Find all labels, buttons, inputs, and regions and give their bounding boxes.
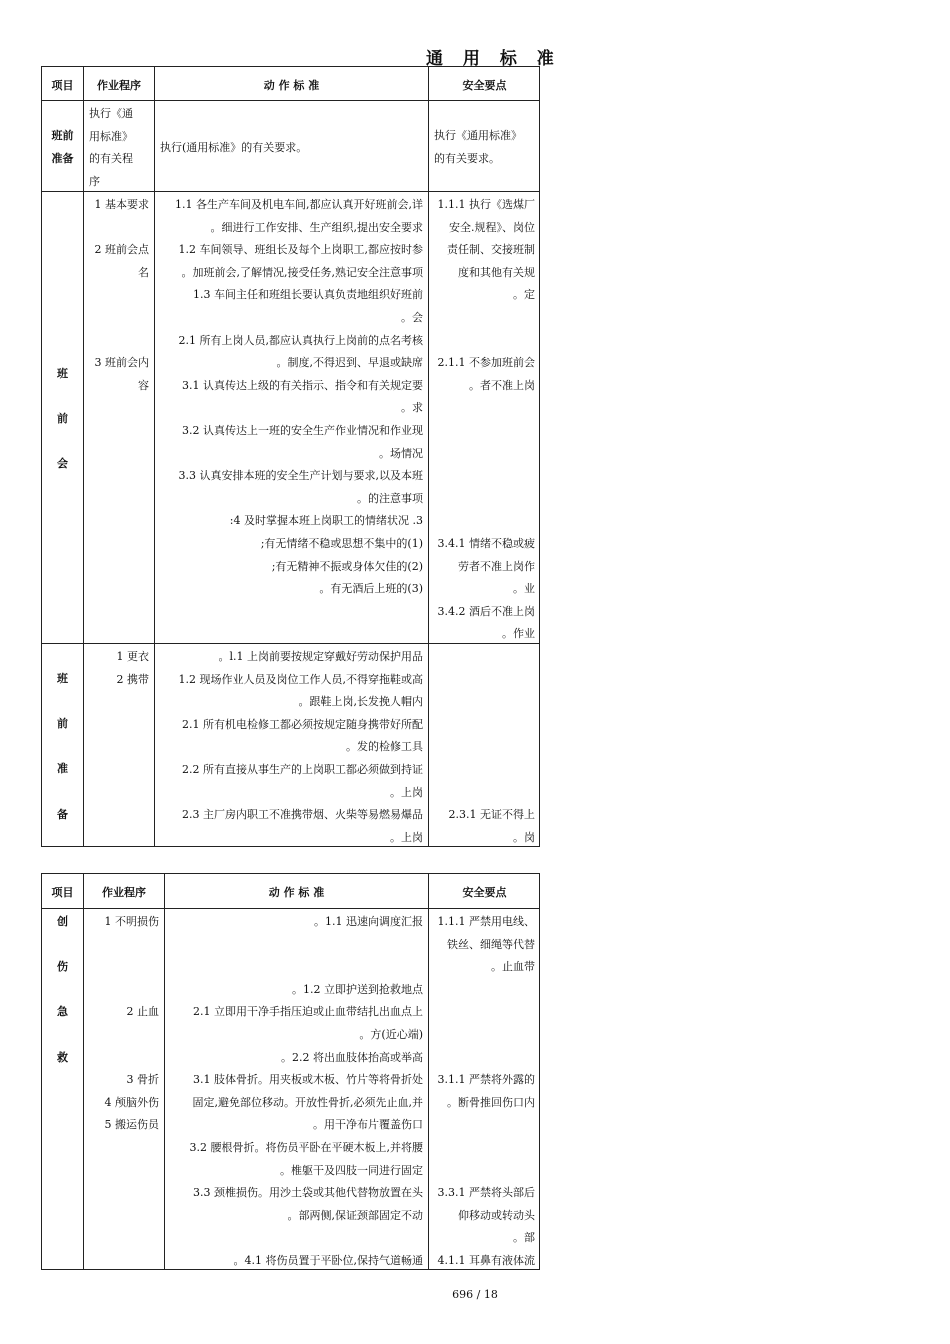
row-ready-item: 班 前 准 备 xyxy=(57,672,68,821)
row-prep-safety: 执行《通用标准》 的有关要求。 xyxy=(434,129,522,165)
page-title: 通 用 标 准 xyxy=(426,49,561,69)
row-meeting-procedure: 1 基本要求 2 班前会点 名 3 班前会内 容 xyxy=(94,198,149,392)
row-prep-item: 班前 准备 xyxy=(51,129,74,165)
row-ready-procedure: 1 更衣 2 携带 xyxy=(116,650,149,686)
header-standard: 动 作 标 准 xyxy=(263,79,320,92)
row-ready-safety: 2.3.1 无证不得上 。岗 xyxy=(448,808,535,844)
header-item: 项目 xyxy=(51,79,74,92)
row-prep-standard: 执行(通用标准》的有关要求。 xyxy=(160,141,308,154)
row-meeting-item: 班 前 会 xyxy=(57,367,68,471)
header-procedure-2: 作业程序 xyxy=(102,886,146,899)
header-procedure: 作业程序 xyxy=(97,79,141,92)
row-firstaid-standard: 。1.1 迅速向调度汇报 。1.2 立即护送到抢救地点 2.1 立即用干净手指压迫或止血带结扎出血点上 。方(近心端) 。2.2 将出血肢体抬高或举高 3.1 肢体骨折。用夹板或木板、竹片等将骨折处 固定,避免部位移动。开放性骨折,必须先止血,并 。用干净布片覆盖伤口 3.2 腰根骨折。将伤员平卧在平硬木板上,并将腰 。椎躯干及四肢一同进行固定 3.3 颈椎损伤。用沙土袋或其他代替物放置在头 。部两侧,保证颈部固定不动 。4.1 将伤员置于平卧位,保持气道畅通 xyxy=(189,915,423,1267)
row-firstaid-safety: 1.1.1 严禁用电线、 铁丝、细绳等代替 。止血带 3.1.1 严禁将外露的 。断骨推回伤口内 3.3.1 严禁将头部后 仰移动或转动头 。部 4.1.1 耳鼻有液体流 xyxy=(437,915,535,1267)
row-prep-procedure: 执行《通 用标准》 的有关程 序 xyxy=(89,107,133,188)
row-firstaid-procedure: 1 不明损伤 2 止血 3 骨折 4 颅脑外伤 5 搬运伤员 xyxy=(104,915,159,1132)
row-ready-standard: 。l.1 上岗前要按规定穿戴好劳动保护用品 1.2 现场作业人员及岗位工作人员,不得穿拖鞋或高 。跟鞋上岗,长发挽人帽内 2.1 所有机电检修工都必须按规定随身携带好所配 。发的检修工具 2.2 所有直接从事生产的上岗职工都必须做到持证 。上岗 2.3 主厂房内职工不准携带烟、火柴等易燃易爆品 。上岗 xyxy=(178,650,423,844)
page-number: 696 / 18 xyxy=(452,1288,498,1301)
header-item-2: 项目 xyxy=(51,886,74,899)
table-trauma-first-aid xyxy=(41,873,540,1270)
table-general-standard xyxy=(41,66,540,847)
header-safety-2: 安全要点 xyxy=(462,886,507,899)
header-standard-2: 动 作 标 准 xyxy=(268,886,325,899)
row-meeting-standard: 1.1 各生产车间及机电车间,都应认真开好班前会,详 。细进行工作安排、生产组织,提出安全要求 1.2 车间领导、班组长及每个上岗职工,都应按时参 。加班前会,了解情况,接受任务,熟记安全注意事项 1.3 车间主任和班组长要认真负责地组织好班前 。会 2.1 所有上岗人员,都应认真执行上岗前的点名考核 。制度,不得迟到、早退或缺席 3.1 认真传达上级的有关指示、指令和有关规定要 。求 3.2 认真传达上一班的安全生产作业情况和作业现 。场情况 3.3 认真安排本班的安全生产计划与要求,以及本班 。的注意事项 :4 及时掌握本班上岗职工的情绪状况 .3 ;有无情绪不稳或思想不集中的(1) ;有无精神不振或身体欠佳的(2) 。有无酒后上班的(3) xyxy=(175,198,423,596)
row-firstaid-item: 创 伤 急 救 xyxy=(57,915,68,1064)
header-safety: 安全要点 xyxy=(462,79,507,92)
row-meeting-safety: 1.1.1 执行《选煤厂 安全.规程》、岗位 责任制、交接班制 度和其他有关规 。定 2.1.1 不参加班前会 。者不准上岗 3.4.1 情绪不稳或疲 劳者不准上岗作 。业 3.4.2 酒后不准上岗 。作业 xyxy=(437,198,535,641)
